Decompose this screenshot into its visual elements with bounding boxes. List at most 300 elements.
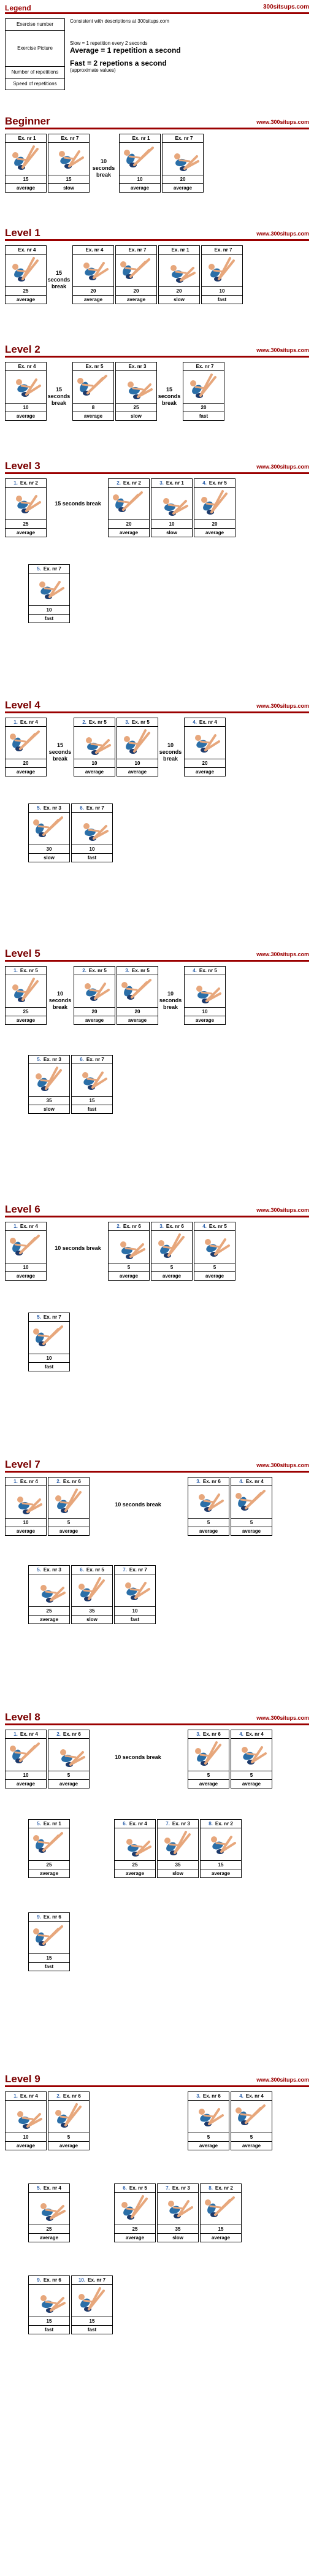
exercise-label: 8. Ex. nr 2 [201, 2184, 241, 2193]
speed-value: average [83, 297, 103, 302]
exercise-label: 1. Ex. nr 4 [6, 1478, 46, 1486]
speed-value: slow [44, 855, 55, 861]
break-label: 10 seconds break [159, 991, 182, 1010]
exercise-label: Ex. nr 7 [48, 134, 89, 143]
level-title: Level 3 [5, 460, 40, 472]
reps-value: 8 [73, 404, 113, 412]
break-label: 15 seconds break [55, 500, 101, 507]
exercise-label: 1. Ex. nr 4 [6, 2092, 46, 2101]
exercise-figure [6, 371, 46, 404]
situp-figure-icon [158, 2193, 198, 2225]
exercise-label: 3. Ex. nr 1 [151, 479, 192, 488]
reps-value: 20 [6, 759, 46, 768]
exercise-figure [158, 2193, 198, 2225]
break-label: 10 seconds break [92, 158, 115, 178]
level-rule [5, 356, 309, 358]
exercise-label: 1. Ex. nr 2 [6, 479, 46, 488]
speed-value: average [205, 1273, 224, 1279]
speed-value: slow [174, 297, 185, 302]
situp-figure-icon [48, 2101, 89, 2133]
situp-figure-icon [231, 2101, 272, 2133]
situp-figure-icon [29, 813, 69, 845]
legend-exercise-picture: Exercise Picture [6, 31, 64, 67]
exercise-card [157, 1819, 199, 1878]
exercise-figure [109, 1231, 149, 1263]
exercise-figure [188, 1739, 229, 1771]
level-heading [5, 115, 309, 128]
speed-value: fast [44, 2327, 54, 2333]
exercise-card [28, 1055, 70, 1114]
level-title: Level 9 [5, 2073, 40, 2085]
exercise-figure [74, 975, 115, 1008]
reps-value: 25 [29, 1861, 69, 1869]
exercise-figure [116, 371, 156, 404]
break-label: 10 seconds break [115, 1754, 161, 1760]
exercise-label: 2. Ex. nr 5 [74, 967, 115, 975]
situp-figure-icon [185, 975, 225, 1007]
level-site-link[interactable]: www.300situps.com [256, 703, 309, 709]
exercise-card [5, 1730, 47, 1788]
exercise-figure [29, 1828, 69, 1861]
exercise-label: 1. Ex. nr 4 [6, 718, 46, 727]
situp-figure-icon [231, 1486, 272, 1518]
exercise-label: 5. Ex. nr 3 [29, 804, 69, 813]
exercise-figure [115, 2193, 155, 2225]
situp-figure-icon [74, 727, 115, 759]
exercise-card [114, 2183, 156, 2242]
exercise-label: 2. Ex. nr 6 [48, 2092, 89, 2101]
exercise-card [158, 245, 200, 304]
exercise-label: 5. Ex. nr 4 [29, 2184, 69, 2193]
exercise-card [28, 564, 70, 623]
exercise-figure [202, 255, 242, 287]
exercise-label: 3. Ex. nr 6 [151, 1222, 192, 1231]
exercise-figure [6, 1486, 46, 1519]
level-heading [5, 227, 309, 239]
reps-value: 10 [117, 759, 158, 768]
situp-figure-icon [194, 1231, 235, 1263]
break-label: 15 seconds break [47, 270, 71, 289]
situp-figure-icon [72, 1574, 112, 1606]
level-site-link[interactable]: www.300situps.com [256, 1207, 309, 1213]
reps-value: 35 [72, 1607, 112, 1616]
speed-value: average [59, 1528, 78, 1534]
legend-note-fast: Fast = 2 repetions a second [70, 58, 167, 67]
situp-figure-icon [159, 255, 199, 286]
speed-value: fast [44, 1964, 54, 1969]
exercise-label: 3. Ex. nr 5 [117, 967, 158, 975]
speed-value: average [195, 769, 215, 775]
reps-value: 25 [6, 1008, 46, 1016]
level-site-link[interactable]: www.300situps.com [256, 231, 309, 237]
level-heading [5, 2073, 309, 2085]
exercise-label: Ex. nr 4 [6, 362, 46, 371]
exercise-label: 6. Ex. nr 4 [115, 1820, 155, 1828]
level-heading [5, 1711, 309, 1723]
situp-figure-icon [73, 255, 113, 286]
reps-value: 10 [29, 1354, 69, 1363]
break-label: 10 seconds break [48, 991, 72, 1010]
situp-figure-icon [29, 1828, 69, 1860]
situp-figure-icon [151, 1231, 192, 1263]
exercise-card [188, 1477, 229, 1536]
exercise-card [201, 245, 243, 304]
reps-value: 20 [183, 404, 224, 412]
speed-value: average [85, 769, 104, 775]
exercise-card [184, 966, 226, 1025]
reps-value: 5 [151, 1263, 192, 1272]
situp-figure-icon [6, 2101, 46, 2133]
situp-figure-icon [201, 2193, 241, 2225]
exercise-figure [201, 1828, 241, 1861]
reps-value: 20 [194, 520, 235, 529]
speed-value: average [125, 1871, 145, 1876]
speed-value: slow [172, 1871, 183, 1876]
speed-value: average [39, 2235, 59, 2241]
level-title: Level 1 [5, 227, 40, 239]
exercise-card [108, 478, 150, 537]
speed-value: average [16, 2143, 36, 2149]
exercise-figure [29, 1922, 69, 1954]
situp-figure-icon [6, 1739, 46, 1771]
exercise-figure [6, 143, 46, 175]
exercise-figure [151, 1231, 192, 1263]
situp-figure-icon [115, 1828, 155, 1860]
level-site-link[interactable]: www.300situps.com [256, 464, 309, 470]
situp-figure-icon [117, 975, 158, 1007]
reps-value: 25 [6, 287, 46, 296]
situp-figure-icon [74, 975, 115, 1007]
exercise-label: 6. Ex. nr 7 [72, 1056, 112, 1064]
reps-value: 20 [74, 1008, 115, 1016]
exercise-label: Ex. nr 4 [73, 246, 113, 255]
reps-value: 15 [201, 2225, 241, 2234]
exercise-label: 9. Ex. nr 6 [29, 1913, 69, 1922]
situp-figure-icon [72, 1064, 112, 1096]
exercise-label: 4. Ex. nr 4 [185, 718, 225, 727]
level-rule [5, 128, 309, 129]
exercise-figure [29, 1322, 69, 1354]
reps-value: 15 [72, 1097, 112, 1105]
exercise-figure [185, 727, 225, 759]
exercise-card [28, 1819, 70, 1878]
reps-value: 10 [6, 1263, 46, 1272]
situp-figure-icon [188, 2101, 229, 2133]
exercise-figure [6, 1739, 46, 1771]
reps-value: 5 [48, 2133, 89, 2142]
break-label: 10 seconds break [115, 1501, 161, 1508]
exercise-card [74, 718, 115, 776]
exercise-figure [6, 488, 46, 520]
speed-value: average [59, 2143, 78, 2149]
situp-figure-icon [185, 727, 225, 759]
exercise-card [71, 1055, 113, 1114]
exercise-card [119, 134, 161, 193]
reps-value: 10 [185, 1008, 225, 1016]
exercise-label: 2. Ex. nr 2 [109, 479, 149, 488]
situp-figure-icon [183, 371, 224, 403]
exercise-card [157, 2183, 199, 2242]
reps-value: 10 [6, 404, 46, 412]
exercise-label: Ex. nr 7 [116, 246, 156, 255]
speed-value: average [85, 1018, 104, 1023]
exercise-figure [48, 143, 89, 175]
reps-value: 25 [29, 2225, 69, 2234]
exercise-label: 3. Ex. nr 5 [117, 718, 158, 727]
speed-value: average [199, 1781, 218, 1787]
speed-value: average [16, 530, 36, 535]
situp-figure-icon [109, 1231, 149, 1263]
speed-value: average [59, 1781, 78, 1787]
exercise-card [71, 803, 113, 862]
exercise-label: 4. Ex. nr 4 [231, 1730, 272, 1739]
speed-value: slow [44, 1106, 55, 1112]
legend-note-slow: Slow = 1 repetition every 2 seconds [70, 40, 148, 46]
reps-value: 10 [74, 759, 115, 768]
exercise-card [28, 2183, 70, 2242]
exercise-card [162, 134, 204, 193]
level-rule [5, 1723, 309, 1725]
situp-figure-icon [163, 143, 203, 175]
level-heading [5, 699, 309, 711]
situp-figure-icon [231, 1739, 272, 1771]
speed-value: fast [217, 297, 227, 302]
situp-figure-icon [201, 1828, 241, 1860]
exercise-label: 8. Ex. nr 2 [201, 1820, 241, 1828]
exercise-figure [48, 1486, 89, 1519]
reps-value: 5 [188, 2133, 229, 2142]
speed-value: fast [87, 2327, 97, 2333]
situp-figure-icon [117, 727, 158, 759]
level-rule [5, 2085, 309, 2087]
break-label: 10 seconds break [159, 742, 182, 762]
speed-value: average [126, 297, 146, 302]
reps-value: 10 [6, 1771, 46, 1780]
level-rule [5, 239, 309, 241]
break-label: 15 seconds break [47, 386, 71, 406]
reps-value: 5 [188, 1519, 229, 1527]
situp-figure-icon [6, 488, 46, 519]
speed-value: average [195, 1018, 215, 1023]
speed-value: slow [86, 1617, 98, 1622]
situp-figure-icon [29, 573, 69, 605]
reps-value: 15 [29, 1954, 69, 1963]
exercise-label: 5. Ex. nr 7 [29, 565, 69, 573]
exercise-figure [188, 1486, 229, 1519]
exercise-card [5, 1222, 47, 1281]
reps-value: 5 [231, 1771, 272, 1780]
exercise-figure [185, 975, 225, 1008]
reps-value: 10 [6, 2133, 46, 2142]
exercise-card [231, 1477, 272, 1536]
exercise-figure [115, 1574, 155, 1607]
legend-site[interactable]: 300sitsups.com [262, 4, 309, 10]
exercise-figure [231, 1739, 272, 1771]
reps-value: 30 [29, 845, 69, 854]
speed-value: average [39, 1617, 59, 1622]
level-site-link[interactable]: www.300situps.com [256, 1715, 309, 1721]
level-site-link[interactable]: www.300situps.com [256, 119, 309, 125]
reps-value: 15 [72, 2317, 112, 2326]
legend-rule [5, 12, 309, 14]
reps-value: 5 [194, 1263, 235, 1272]
exercise-card [48, 2091, 90, 2150]
exercise-card [71, 1565, 113, 1624]
situp-figure-icon [6, 143, 46, 175]
legend-number-reps: Number of repetitions [6, 67, 64, 79]
exercise-card [200, 1819, 242, 1878]
situp-figure-icon [6, 727, 46, 759]
speed-value: average [16, 185, 36, 191]
speed-value: average [16, 297, 36, 302]
level-title: Level 6 [5, 1203, 40, 1215]
level-title: Level 7 [5, 1459, 40, 1470]
exercise-label: Ex. nr 3 [116, 362, 156, 371]
exercise-figure [29, 2285, 69, 2317]
speed-value: slow [131, 413, 142, 419]
exercise-figure [73, 371, 113, 404]
reps-value: 10 [29, 606, 69, 615]
exercise-label: 7. Ex. nr 7 [115, 1566, 155, 1574]
reps-value: 35 [29, 1097, 69, 1105]
situp-figure-icon [6, 1486, 46, 1518]
exercise-figure [48, 2101, 89, 2133]
reps-value: 20 [73, 287, 113, 296]
speed-value: average [16, 1528, 36, 1534]
exercise-figure [115, 1828, 155, 1861]
speed-value: average [242, 1781, 261, 1787]
reps-value: 20 [109, 520, 149, 529]
exercise-figure [117, 975, 158, 1008]
exercise-card [115, 362, 157, 421]
level-site-link[interactable]: www.300situps.com [256, 347, 309, 353]
level-rule [5, 1216, 309, 1217]
speed-value: average [83, 413, 103, 419]
exercise-card [194, 1222, 236, 1281]
level-rule [5, 1471, 309, 1473]
exercise-label: Ex. nr 1 [159, 246, 199, 255]
situp-figure-icon [48, 1486, 89, 1518]
exercise-figure [73, 255, 113, 287]
speed-value: fast [130, 1617, 140, 1622]
exercise-label: 4. Ex. nr 4 [231, 2092, 272, 2101]
exercise-label: 5. Ex. nr 3 [29, 1056, 69, 1064]
level-heading [5, 1459, 309, 1471]
situp-figure-icon [48, 1739, 89, 1771]
exercise-figure [29, 2193, 69, 2225]
exercise-card [5, 478, 47, 537]
exercise-label: 7. Ex. nr 3 [158, 1820, 198, 1828]
reps-value: 20 [185, 759, 225, 768]
speed-value: average [119, 530, 139, 535]
exercise-card [115, 245, 157, 304]
speed-value: average [199, 2143, 218, 2149]
exercise-card [194, 478, 236, 537]
speed-value: average [16, 1018, 36, 1023]
reps-value: 20 [163, 175, 203, 184]
situp-figure-icon [72, 2285, 112, 2317]
speed-value: average [128, 769, 147, 775]
exercise-figure [120, 143, 160, 175]
exercise-figure [188, 2101, 229, 2133]
exercise-figure [183, 371, 224, 404]
reps-value: 10 [6, 1519, 46, 1527]
exercise-figure [117, 727, 158, 759]
exercise-label: Ex. nr 4 [6, 246, 46, 255]
exercise-card [117, 718, 158, 776]
legend-speed: Speed of repetitions [13, 81, 57, 86]
exercise-label: 2. Ex. nr 6 [48, 1730, 89, 1739]
exercise-card [5, 362, 47, 421]
exercise-label: Ex. nr 7 [183, 362, 224, 371]
level-site-link[interactable]: www.300situps.com [256, 1462, 309, 1468]
exercise-label: 6. Ex. nr 5 [72, 1566, 112, 1574]
exercise-label: 6. Ex. nr 7 [72, 804, 112, 813]
exercise-card [231, 2091, 272, 2150]
situp-figure-icon [29, 2193, 69, 2225]
reps-value: 5 [109, 1263, 149, 1272]
speed-value: average [16, 413, 36, 419]
exercise-label: 2. Ex. nr 6 [109, 1222, 149, 1231]
situp-figure-icon [115, 1574, 155, 1606]
break-label: 15 seconds break [158, 386, 181, 406]
exercise-card [117, 966, 158, 1025]
legend-title: Legend [5, 4, 31, 12]
reps-value: 35 [158, 2225, 198, 2234]
exercise-label: Ex. nr 1 [6, 134, 46, 143]
legend-note-average: Average = 1 repetition a second [70, 46, 181, 55]
exercise-label: 10. Ex. nr 7 [72, 2276, 112, 2285]
reps-value: 5 [48, 1519, 89, 1527]
exercise-card [28, 803, 70, 862]
break-label: 15 seconds break [48, 742, 72, 762]
reps-value: 20 [159, 287, 199, 296]
situp-figure-icon [6, 975, 46, 1007]
exercise-label: 4. Ex. nr 4 [231, 1478, 272, 1486]
exercise-card [28, 1912, 70, 1971]
exercise-card [5, 966, 47, 1025]
reps-value: 5 [231, 2133, 272, 2142]
exercise-figure [72, 813, 112, 845]
level-heading [5, 343, 309, 356]
speed-value: slow [166, 530, 177, 535]
exercise-label: 6. Ex. nr 5 [115, 2184, 155, 2193]
exercise-card [48, 1730, 90, 1788]
speed-value: average [242, 1528, 261, 1534]
level-title: Beginner [5, 115, 50, 127]
exercise-card [151, 478, 193, 537]
exercise-card [188, 2091, 229, 2150]
exercise-card [114, 1565, 156, 1624]
exercise-figure [6, 727, 46, 759]
level-site-link[interactable]: www.300situps.com [256, 951, 309, 957]
situp-figure-icon [115, 2193, 155, 2225]
level-site-link[interactable]: www.300situps.com [256, 2077, 309, 2083]
exercise-figure [194, 1231, 235, 1263]
situp-figure-icon [29, 1064, 69, 1096]
reps-value: 35 [158, 1861, 198, 1869]
reps-value: 5 [48, 1771, 89, 1780]
exercise-figure [29, 813, 69, 845]
reps-value: 10 [202, 287, 242, 296]
exercise-figure [159, 255, 199, 287]
exercise-figure [29, 1574, 69, 1607]
exercise-label: 7. Ex. nr 3 [158, 2184, 198, 2193]
speed-value: average [125, 2235, 145, 2241]
exercise-card [48, 134, 90, 193]
speed-value: average [211, 1871, 231, 1876]
speed-value: average [16, 769, 36, 775]
